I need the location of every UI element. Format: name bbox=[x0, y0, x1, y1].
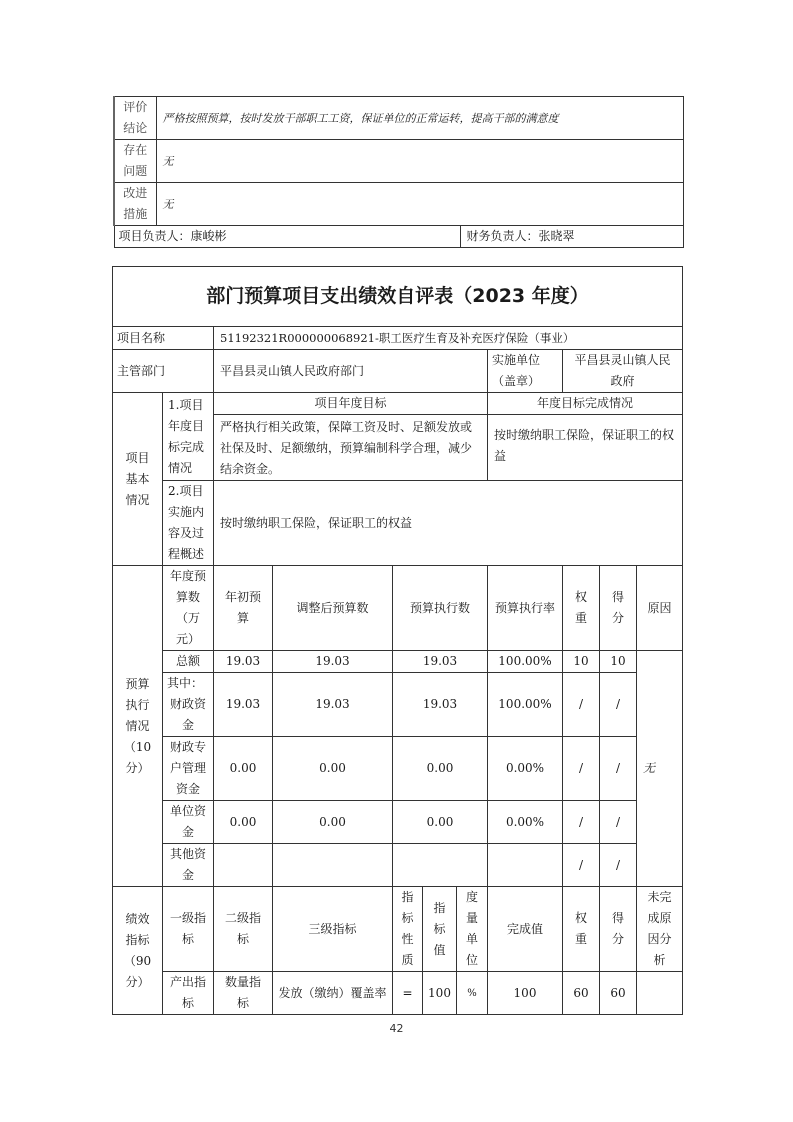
rate-value: 100.00% bbox=[488, 651, 563, 673]
evaluation-value: 严格按照预算，按时发放干部职工工资，保证单位的正常运转，提高干部的满意度 bbox=[156, 97, 683, 140]
evaluation-summary-table bbox=[113, 96, 684, 248]
level3-header: 三级指标 bbox=[273, 887, 393, 972]
execution-rate-header: 预算执行率 bbox=[488, 566, 563, 651]
executed-value: 19.03 bbox=[393, 673, 488, 737]
executed-value: 19.03 bbox=[393, 651, 488, 673]
problems-label: 存在 问题 bbox=[114, 140, 156, 183]
reason-header: 原因 bbox=[637, 566, 683, 651]
initial-value bbox=[214, 844, 273, 887]
rate-value: 100.00% bbox=[488, 673, 563, 737]
budget-row bbox=[113, 844, 683, 887]
level2-header: 二级指 标 bbox=[214, 887, 273, 972]
department-row bbox=[113, 350, 683, 393]
initial-value: 0.00 bbox=[214, 801, 273, 844]
evaluation-label: 评价 结论 bbox=[114, 97, 156, 140]
problems-value: 无 bbox=[156, 140, 683, 183]
completion-header: 年度目标完成情况 bbox=[488, 393, 683, 415]
completion-text: 按时缴纳职工保险，保证职工的权益 bbox=[488, 415, 683, 481]
weight-value: / bbox=[563, 844, 600, 887]
adjusted-value: 19.03 bbox=[273, 651, 393, 673]
weight-value: / bbox=[563, 673, 600, 737]
budget-row-label: 总额 bbox=[163, 651, 214, 673]
project-lead: 项目负责人：康峻彬 bbox=[114, 226, 460, 248]
improvements-row bbox=[114, 183, 683, 226]
performance-header-row bbox=[113, 887, 683, 972]
initial-value: 19.03 bbox=[214, 651, 273, 673]
unfinished-reason-header: 未完 成原 因分 析 bbox=[637, 887, 683, 972]
actual-header: 完成值 bbox=[488, 887, 563, 972]
process-text: 按时缴纳职工保险，保证职工的权益 bbox=[214, 481, 683, 566]
basic-info-section-label: 项目 基本 情况 bbox=[113, 393, 163, 566]
target-value: 100 bbox=[423, 972, 457, 1015]
perf-weight-header: 权 重 bbox=[563, 887, 600, 972]
level2-value: 数量指 标 bbox=[214, 972, 273, 1015]
weight-value: / bbox=[563, 737, 600, 801]
initial-budget-header: 年初预 算 bbox=[214, 566, 273, 651]
nature-header: 指 标 性 质 bbox=[393, 887, 423, 972]
finance-lead: 财务负责人：张晓翠 bbox=[460, 226, 683, 248]
initial-value: 19.03 bbox=[214, 673, 273, 737]
rate-value: 0.00% bbox=[488, 737, 563, 801]
dept-value: 平昌县灵山镇人民政府部门 bbox=[214, 350, 488, 393]
executed-budget-header: 预算执行数 bbox=[393, 566, 488, 651]
budget-row bbox=[113, 651, 683, 673]
target-header: 指 标 值 bbox=[423, 887, 457, 972]
performance-row bbox=[113, 972, 683, 1015]
unit-value: % bbox=[457, 972, 488, 1015]
budget-row-label: 其他资 金 bbox=[163, 844, 214, 887]
adjusted-value: 19.03 bbox=[273, 673, 393, 737]
budget-section-label: 预算 执行 情况 （10 分） bbox=[113, 566, 163, 887]
nature-value: = bbox=[393, 972, 423, 1015]
score-value: / bbox=[600, 737, 637, 801]
project-name-row bbox=[113, 327, 683, 350]
executed-value: 0.00 bbox=[393, 737, 488, 801]
score-value: / bbox=[600, 844, 637, 887]
perf-weight-value: 60 bbox=[563, 972, 600, 1015]
adjusted-value: 0.00 bbox=[273, 737, 393, 801]
weight-value: / bbox=[563, 801, 600, 844]
budget-row-label: 财政专 户管理 资金 bbox=[163, 737, 214, 801]
adjusted-value: 0.00 bbox=[273, 801, 393, 844]
annual-budget-header: 年度预 算数 （万 元） bbox=[163, 566, 214, 651]
signature-row bbox=[114, 226, 683, 248]
goal-text: 严格执行相关政策，保障工资及时、足额发放或社保及时、足额缴纳，预算编制科学合理，减少结余资金。 bbox=[214, 415, 488, 481]
score-value: / bbox=[600, 673, 637, 737]
budget-row bbox=[113, 801, 683, 844]
executed-value: 0.00 bbox=[393, 801, 488, 844]
basic-info-header-row bbox=[113, 393, 683, 415]
project-name-label: 项目名称 bbox=[113, 327, 214, 350]
performance-self-evaluation-table bbox=[112, 266, 683, 1015]
budget-row-label: 单位资 金 bbox=[163, 801, 214, 844]
reason-value: 无 bbox=[637, 651, 683, 887]
weight-header: 权 重 bbox=[563, 566, 600, 651]
weight-value: 10 bbox=[563, 651, 600, 673]
adjusted-budget-header: 调整后预算数 bbox=[273, 566, 393, 651]
unfinished-reason-value bbox=[637, 972, 683, 1015]
impl-unit-label: 实施单位 （盖章） bbox=[488, 350, 563, 393]
title-row bbox=[113, 267, 683, 327]
level3-value: 发放（缴纳）覆盖率 bbox=[273, 972, 393, 1015]
impl-unit-value: 平昌县灵山镇人民 政府 bbox=[563, 350, 683, 393]
process-label: 2.项目 实施内 容及过 程概述 bbox=[163, 481, 214, 566]
budget-row bbox=[113, 737, 683, 801]
score-value: / bbox=[600, 801, 637, 844]
basic-info-process-row bbox=[113, 481, 683, 566]
budget-header-row bbox=[113, 566, 683, 651]
budget-row-label: 其中： 财政资 金 bbox=[163, 673, 214, 737]
score-header: 得 分 bbox=[600, 566, 637, 651]
budget-row bbox=[113, 673, 683, 737]
adjusted-value bbox=[273, 844, 393, 887]
level1-value: 产出指 标 bbox=[163, 972, 214, 1015]
evaluation-row bbox=[114, 97, 683, 140]
project-name-value: 51192321R000000068921-职工医疗生育及补充医疗保险（事业） bbox=[214, 327, 683, 350]
page-number: 42 bbox=[389, 1022, 404, 1035]
form-title: 部门预算项目支出绩效自评表（2023 年度） bbox=[113, 267, 683, 327]
unit-header: 度 量 单 位 bbox=[457, 887, 488, 972]
executed-value bbox=[393, 844, 488, 887]
perf-score-header: 得 分 bbox=[600, 887, 637, 972]
dept-label: 主管部门 bbox=[113, 350, 214, 393]
rate-value: 0.00% bbox=[488, 801, 563, 844]
level1-header: 一级指 标 bbox=[163, 887, 214, 972]
improvements-label: 改进 措施 bbox=[114, 183, 156, 226]
problems-row bbox=[114, 140, 683, 183]
actual-value: 100 bbox=[488, 972, 563, 1015]
rate-value bbox=[488, 844, 563, 887]
goal-header: 项目年度目标 bbox=[214, 393, 488, 415]
performance-section-label: 绩效 指标 （90 分） bbox=[113, 887, 163, 1015]
perf-score-value: 60 bbox=[600, 972, 637, 1015]
goal-label: 1.项目 年度目 标完成 情况 bbox=[163, 393, 214, 481]
score-value: 10 bbox=[600, 651, 637, 673]
improvements-value: 无 bbox=[156, 183, 683, 226]
initial-value: 0.00 bbox=[214, 737, 273, 801]
